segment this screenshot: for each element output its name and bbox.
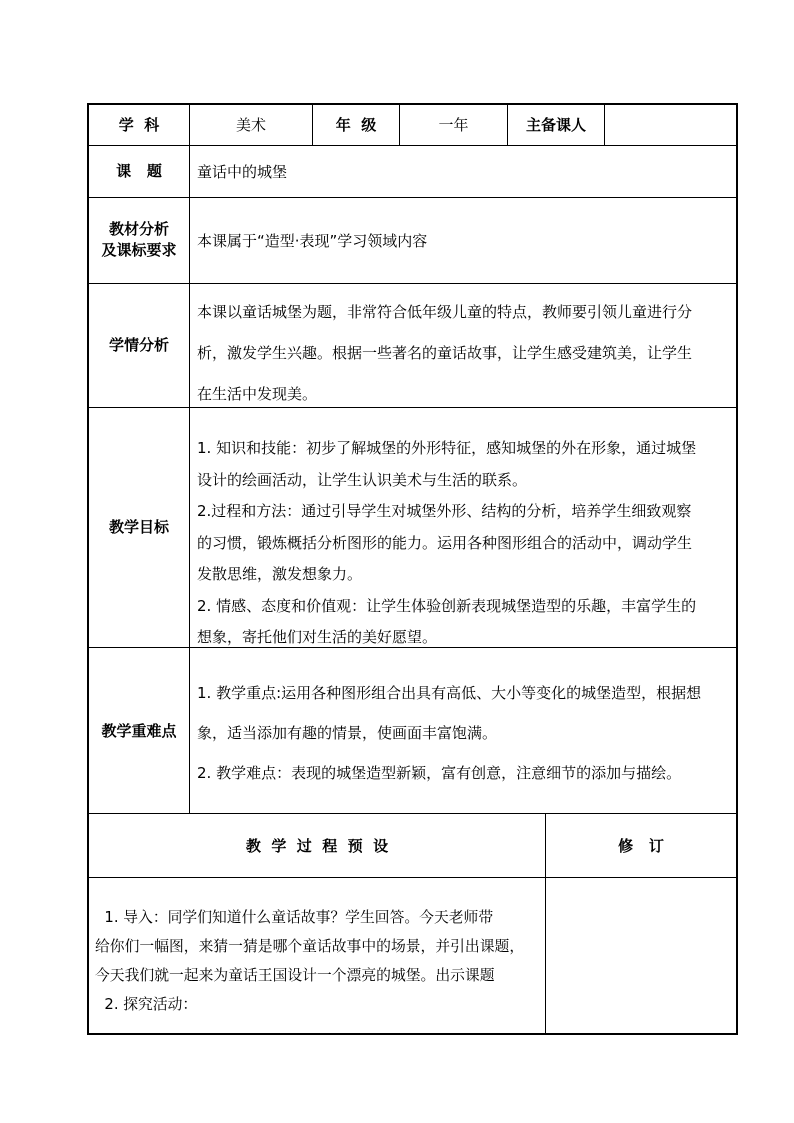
grade-label: 年 级 [335,116,377,134]
process-line: 给你们一幅图，来猜一猜是哪个童话故事中的场景，并引出课题， [95,938,525,955]
teaching-goals-line: 发散思维，激发想象力。 [197,565,363,583]
process-line: 2. 探究活动： [95,996,198,1013]
grade-value: 一年 [438,116,469,134]
textbook-analysis-label-line2: 及课标要求 [101,241,177,259]
teaching-goals-label: 教学目标 [108,518,169,536]
topic-label: 课 题 [116,162,162,180]
teaching-goals-line: 1. 知识和技能：初步了解城堡的外形特征，感知城堡的外在形象，通过城堡 [197,439,697,457]
student-analysis-label: 学情分析 [108,336,169,354]
teaching-goals-line: 2.过程和方法：通过引导学生对城堡外形、结构的分析，培养学生细致观察 [197,502,692,520]
student-analysis-line: 在生活中发现美。 [197,385,318,403]
teaching-goals-line: 想象，寄托他们对生活的美好愿望。 [197,628,438,646]
column-divider [604,103,605,145]
textbook-analysis-value: 本课属于“造型·表现”学习领域内容 [197,232,428,250]
teaching-goals-line: 的习惯，锻炼概括分析图形的能力。运用各种图形组合的活动中，调动学生 [197,533,693,552]
textbook-analysis-label-line1: 教材分析 [108,220,169,238]
revision-heading: 修 订 [618,837,664,855]
lead-teacher-label: 主备课人 [525,116,586,134]
teaching-goals-text [197,433,696,654]
column-divider [189,103,190,813]
student-analysis-line: 本课以童话城堡为题，非常符合低年级儿童的特点，教师要引领儿童进行分 [197,303,693,321]
student-analysis-text [197,292,692,415]
row-divider [87,283,738,284]
row-divider [87,813,738,814]
student-analysis-line: 析，激发学生兴趣。根据一些著名的童话故事，让学生感受建筑美，让学生 [197,344,693,362]
subject-value: 美术 [235,116,266,134]
row-divider [87,197,738,198]
process-text [95,903,524,1019]
key-points-text [197,673,701,793]
key-points-line: 2. 教学难点：表现的城堡造型新颖，富有创意，注意细节的添加与描绘。 [197,764,682,782]
process-line: 1. 导入：同学们知道什么童话故事？学生回答。今天老师带 [95,909,494,926]
subject-label: 学 科 [118,116,160,134]
process-heading: 教 学 过 程 预 设 [245,837,389,855]
row-divider [87,877,738,878]
teaching-goals-line: 2. 情感、态度和价值观：让学生体验创新表现城堡造型的乐趣，丰富学生的 [197,596,697,615]
process-line: 今天我们就一起来为童话王国设计一个漂亮的城堡。出示课题 [95,967,495,984]
topic-value: 童话中的城堡 [197,163,288,181]
key-points-label: 教学重难点 [101,722,177,740]
key-points-line: 象，适当添加有趣的情景，使画面丰富饱满。 [197,724,498,742]
row-divider [87,145,738,146]
key-points-line: 1. 教学重点:运用各种图形组合出具有高低、大小等变化的城堡造型，根据想 [197,684,702,702]
teaching-goals-line: 设计的绘画活动，让学生认识美术与生活的联系。 [197,470,528,489]
